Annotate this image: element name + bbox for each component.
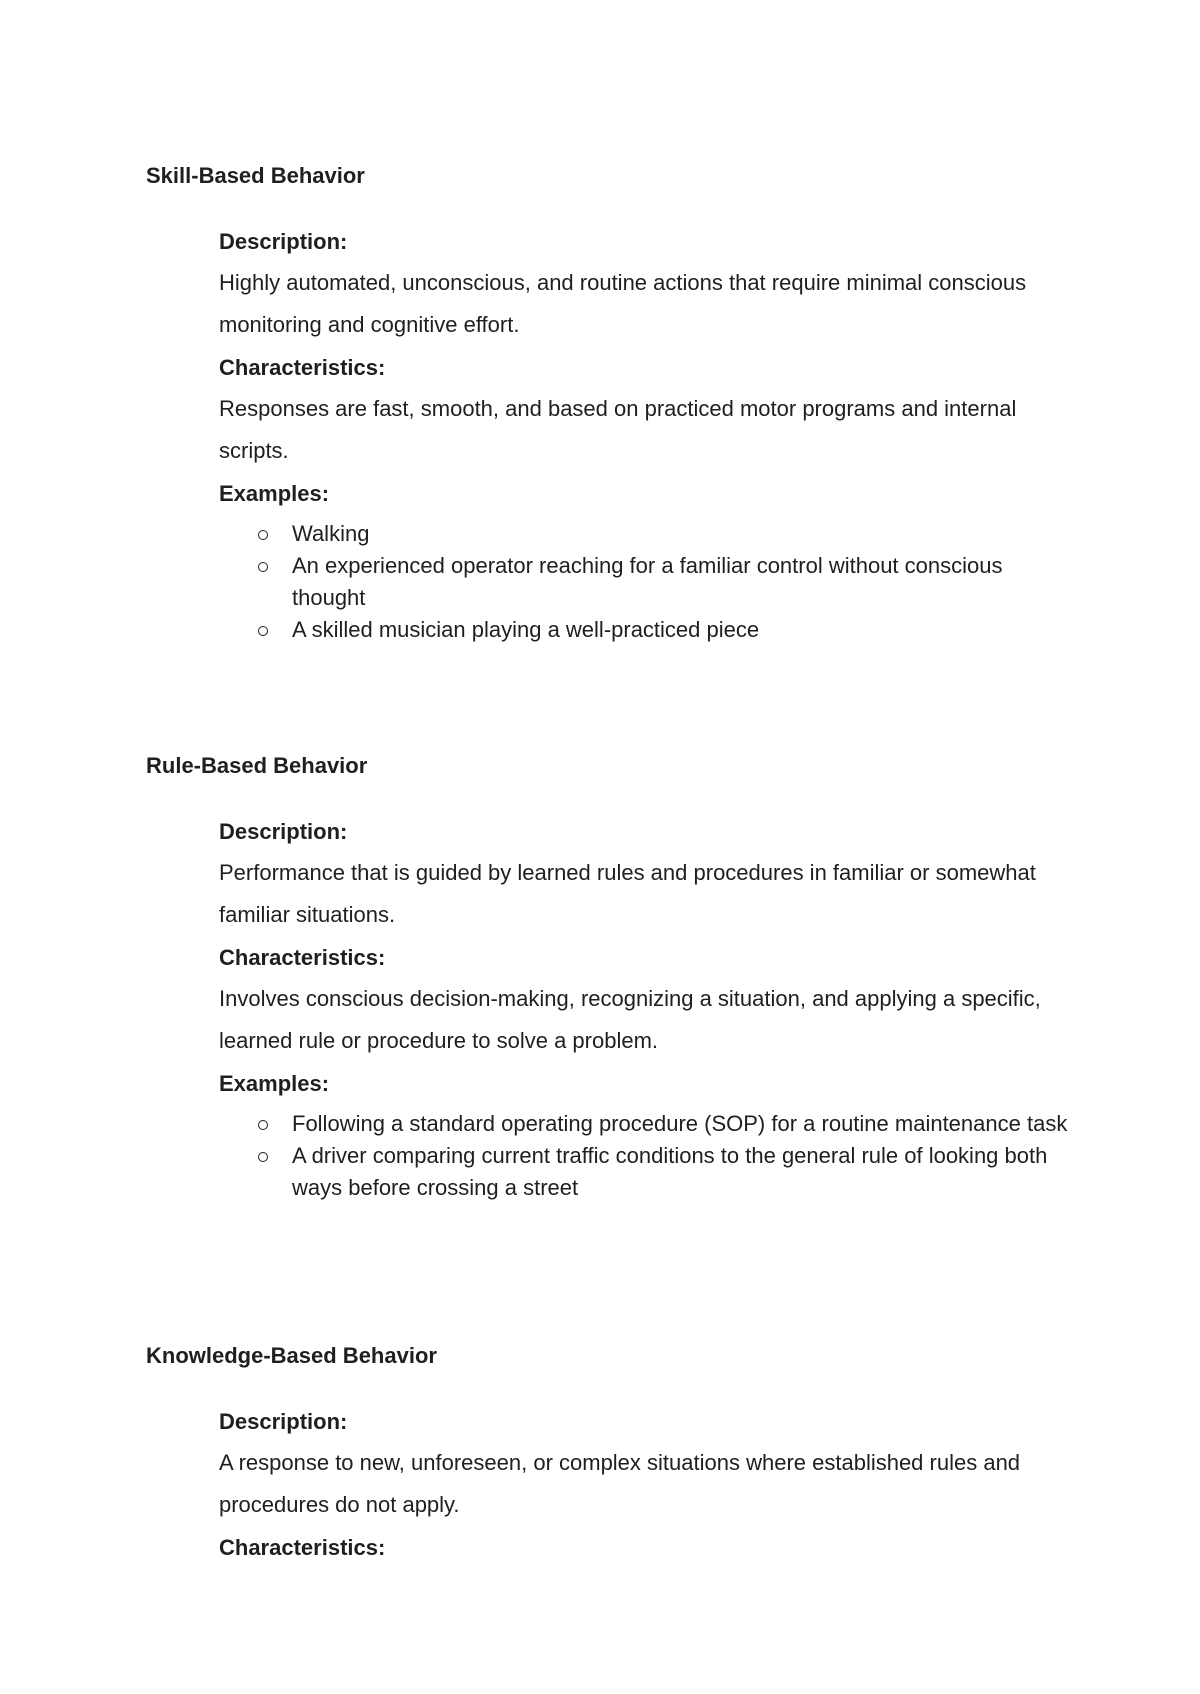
rule-description-text: Performance that is guided by learned rules and procedures in familiar or somewhat familiar situations. — [219, 860, 1036, 927]
list-item-text: A skilled musician playing a well-practiced piece — [292, 617, 760, 642]
hollow-circle-bullet-icon — [258, 1120, 268, 1130]
hollow-circle-bullet-icon — [258, 626, 268, 636]
list-item — [219, 614, 1079, 646]
section-title-knowledge-based: Knowledge-Based Behavior — [146, 1343, 437, 1368]
rule-examples-label: Examples: — [219, 1071, 330, 1096]
rule-characteristics-text: Involves conscious decision-making, recognizing a situation, and applying a specific, learned rule or procedure to solve a problem. — [219, 986, 1041, 1053]
skill-characteristics-text: Responses are fast, smooth, and based on practiced motor programs and internal scripts. — [219, 396, 1017, 463]
rule-examples-list — [219, 1108, 1079, 1204]
list-item-text: Following a standard operating procedure (SOP) for a routine maintenance task — [292, 1111, 1068, 1136]
skill-description-text: Highly automated, unconscious, and routine actions that require minimal conscious monitoring and cognitive effort. — [219, 270, 1027, 337]
knowledge-characteristics-label: Characteristics: — [219, 1535, 386, 1560]
list-item-text: Walking — [292, 521, 370, 546]
skill-description-label: Description: — [219, 229, 348, 254]
list-item — [219, 1140, 1079, 1204]
section-title-skill-based: Skill-Based Behavior — [146, 163, 365, 188]
knowledge-description-label: Description: — [219, 1409, 348, 1434]
skill-examples-label: Examples: — [219, 481, 330, 506]
hollow-circle-bullet-icon — [258, 530, 268, 540]
hollow-circle-bullet-icon — [258, 1152, 268, 1162]
skill-examples-list — [219, 518, 1079, 646]
list-item — [219, 1108, 1079, 1140]
section-title-rule-based: Rule-Based Behavior — [146, 753, 368, 778]
hollow-circle-bullet-icon — [258, 562, 268, 572]
knowledge-description-text: A response to new, unforeseen, or complex situations where established rules and procedures do not apply. — [219, 1450, 1021, 1517]
list-item-text: An experienced operator reaching for a familiar control without conscious thought — [292, 553, 1003, 610]
rule-description-label: Description: — [219, 819, 348, 844]
list-item — [219, 518, 1079, 550]
skill-characteristics-label: Characteristics: — [219, 355, 386, 380]
list-item — [219, 550, 1079, 614]
rule-characteristics-label: Characteristics: — [219, 945, 386, 970]
list-item-text: A driver comparing current traffic conditions to the general rule of looking both ways before crossing a street — [292, 1143, 1048, 1200]
